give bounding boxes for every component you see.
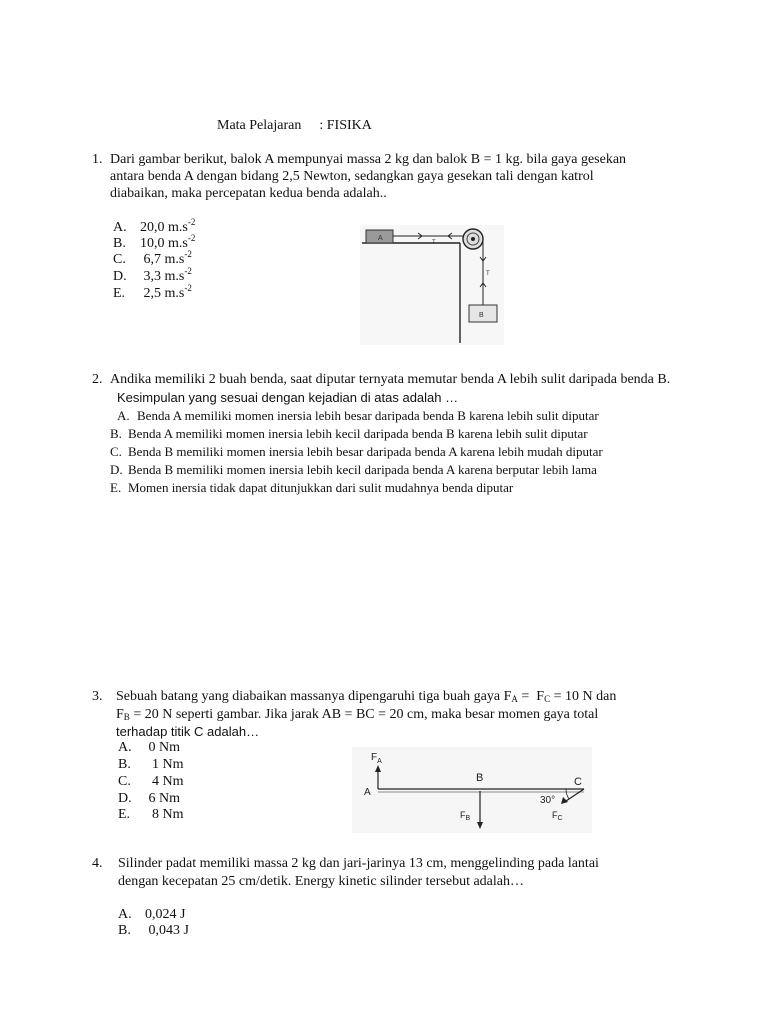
q3-option-b[interactable]: B. 1 Nm [118,757,184,772]
q3-option-a[interactable]: A. 0 Nm [118,740,180,755]
q2-line-2: Kesimpulan yang sesuai dengan kejadian di atas adalah … [117,390,459,405]
q4-number: 4. [92,856,103,871]
tension-label-horizontal: T [432,240,436,246]
block-b-label: B [479,312,484,319]
q2-number: 2. [92,372,103,387]
block-a-label: A [378,235,383,242]
q4-option-b[interactable]: B. 0,043 J [118,923,189,938]
q2-option-a[interactable]: A. Benda A memiliki momen inersia lebih besar daripada benda B karena lebih sulit diputar [117,408,599,423]
q3-number: 3. [92,689,103,704]
q1-number: 1. [92,152,103,167]
subject-label: Mata Pelajaran [217,118,302,133]
subject-value: : FISIKA [319,118,372,133]
q2-option-c[interactable]: C. Benda B memiliki momen inersia lebih besar daripada benda A karena lebih mudah diputar [110,444,603,459]
fb-label: $F_B$ [460,810,471,822]
fa-label: $F_A$ [371,752,382,765]
q4-line-2: dengan kecepatan 25 cm/detik. Energy kinetic silinder tersebut adalah… [118,874,524,889]
q3-option-c[interactable]: C. 4 Nm [118,774,184,789]
q1-option-c[interactable]: C. 6,7 $m.s^{-2}$ [113,249,192,267]
q3-line-2: $F_B = 20$ N seperti gambar. Jika jarak AB = BC = 20 cm, maka besar momen gaya total [116,707,599,722]
q1-line-1: Dari gambar berikut, balok A mempunyai massa 2 kg dan balok B = 1 kg. bila gaya gesekan [110,152,627,167]
q1-option-e[interactable]: E. 2,5 $m.s^{-2}$ [113,283,192,301]
point-b-label: B [476,772,484,784]
q1-option-a[interactable]: A. 20,0 $m.s^{-2}$ [113,217,196,235]
q3-option-d[interactable]: D. 6 Nm [118,791,180,806]
q4-option-a[interactable]: A. 0,024 J [118,907,186,922]
q3-rod-figure [352,747,592,833]
q2-option-d[interactable]: D. Benda B memiliki momen inersia lebih kecil daripada benda A karena berputar lebih lama [110,462,597,477]
fc-label: $F_C$ [552,810,563,822]
q1-line-3: diabaikan, maka percepatan kedua benda adalah.. [110,186,387,201]
q1-line-2: antara benda A dengan bidang 2,5 Newton, sedangkan gaya gesekan tali dengan katrol [110,169,594,184]
point-a-label: A [364,787,371,798]
q2-line-1: Andika memiliki 2 buah benda, saat diputar ternyata memutar benda A lebih sulit daripada benda B. [110,372,671,387]
q1-option-d[interactable]: D. 3,3 $m.s^{-2}$ [113,266,192,284]
q1-pulley-figure [360,225,504,345]
tension-label-vertical: T [486,271,490,277]
pulley-axle [471,237,475,241]
q3-line-1: Sebuah batang yang diabaikan massanya dipengaruhi tiga buah gaya $F_A = F_C = 10$ N dan [116,689,617,704]
q2-option-b[interactable]: B. Benda A memiliki momen inersia lebih kecil daripada benda B karena lebih sulit diputar [110,426,588,441]
angle-label: 30° [540,795,556,806]
q3-option-e[interactable]: E. 8 Nm [118,807,184,822]
point-c-label: C [574,776,582,788]
q3-figure-background [352,747,592,833]
q4-line-1: Silinder padat memiliki massa 2 kg dan jari-jarinya 13 cm, menggelinding pada lantai [118,856,599,871]
q2-option-e[interactable]: E. Momen inersia tidak dapat ditunjukkan dari sulit mudahnya benda diputar [110,480,514,495]
q3-line-3: terhadap titik C adalah… [116,724,260,739]
q1-option-b[interactable]: B. 10,0 $m.s^{-2}$ [113,233,196,251]
subject-header [217,117,372,134]
